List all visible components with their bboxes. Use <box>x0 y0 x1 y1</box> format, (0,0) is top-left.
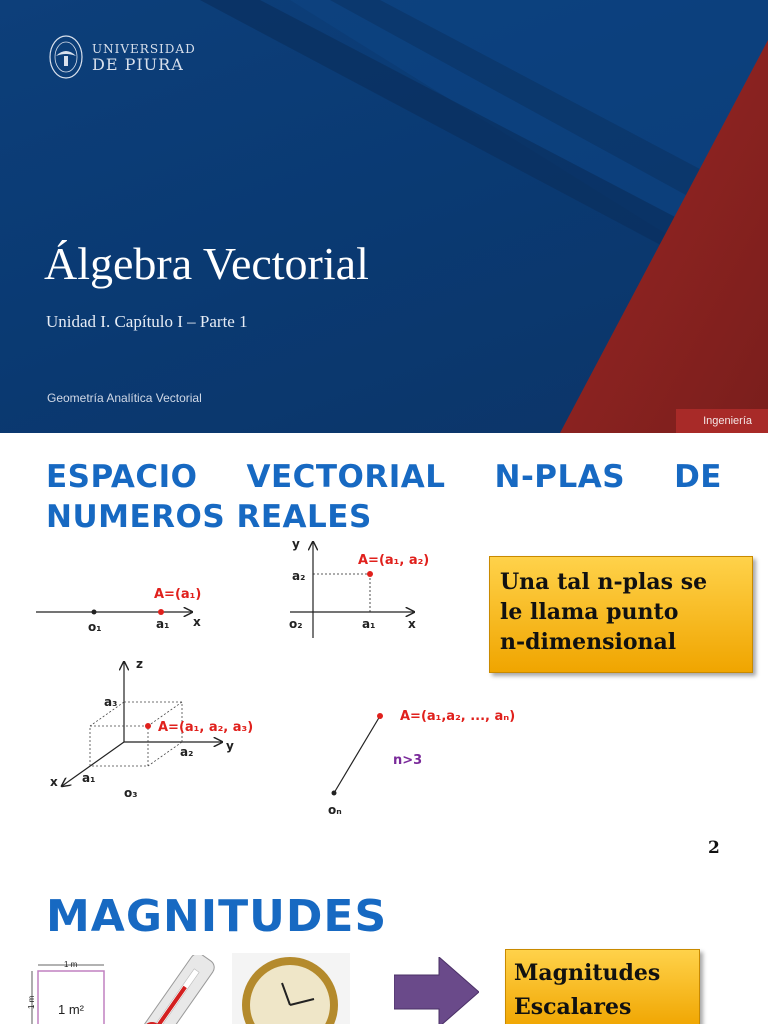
tick-x-label: a₁ <box>82 771 96 785</box>
title-word: VECTORIAL <box>246 459 446 495</box>
title-slide <box>0 0 768 433</box>
point-label: A=(a₁) <box>154 587 202 602</box>
arrow-right-icon <box>394 957 479 1024</box>
callout-line: n-dimensional <box>500 629 677 655</box>
point-a <box>377 713 383 719</box>
origin-label: o₃ <box>124 786 138 800</box>
thermometer-icon <box>130 955 220 1024</box>
meter-area-label: 1 m² <box>58 1002 84 1017</box>
title-line-2: NUMEROS REALES <box>46 499 372 535</box>
point-a <box>367 571 373 577</box>
tick-y-label: a₂ <box>292 569 306 583</box>
dimension-condition: n>3 <box>393 753 423 768</box>
course-name: Geometría Analítica Vectorial <box>47 391 202 405</box>
origin-point <box>332 791 337 796</box>
logo-line-1: UNIVERSIDAD <box>92 42 196 56</box>
callout-line: Una tal n-plas se <box>500 569 708 595</box>
origin-point <box>92 610 97 615</box>
title-word: DE <box>674 459 722 495</box>
axis-label-x: x <box>408 617 416 631</box>
presentation-subtitle: Unidad I. Capítulo I – Parte 1 <box>46 312 248 331</box>
axis-label-y: y <box>292 537 300 551</box>
point-a <box>145 723 151 729</box>
callout-line: Magnitudes <box>514 960 661 986</box>
university-seal-icon <box>48 34 84 80</box>
point-label: A=(a₁,a₂, ..., aₙ) <box>400 709 516 724</box>
vector-line <box>334 716 380 793</box>
axis-label-x: x <box>193 615 201 629</box>
title-word: N-PLAS <box>494 459 626 495</box>
axis-label-z: z <box>136 657 143 671</box>
slide-title <box>46 457 722 537</box>
point-label: A=(a₁, a₂, a₃) <box>158 720 254 735</box>
axis-label-y: y <box>226 739 234 753</box>
callout-line: Escalares <box>514 994 632 1020</box>
origin-label: o₂ <box>289 617 303 631</box>
tick-z-label: a₃ <box>104 695 118 709</box>
origin-label: o₁ <box>88 620 102 634</box>
tick-y-label: a₂ <box>180 745 194 759</box>
magnitudes-slide <box>0 873 768 1024</box>
pocket-watch-icon <box>232 953 350 1024</box>
diagram-3d <box>50 657 253 800</box>
point-a <box>158 609 164 615</box>
diagram-2d <box>289 537 429 638</box>
definition-callout <box>489 556 753 673</box>
meter-top-label: 1 m <box>64 960 78 969</box>
callout-line: le llama punto <box>500 599 679 625</box>
point-label: A=(a₁, a₂) <box>358 553 430 568</box>
tick-label: a₁ <box>156 617 170 631</box>
slide-title: MAGNITUDES <box>46 891 388 942</box>
square-meter-icon <box>26 959 108 1024</box>
axis-label-x: x <box>50 775 58 789</box>
title-word: ESPACIO <box>46 459 198 495</box>
origin-label: oₙ <box>328 803 342 817</box>
tick-x-label: a₁ <box>362 617 376 631</box>
vector-space-slide <box>0 433 768 873</box>
meter-side-label: 1 m <box>27 995 36 1009</box>
diagram-1d <box>36 587 201 634</box>
page-number: 2 <box>708 838 720 858</box>
faculty-tag: Ingeniería <box>676 409 768 433</box>
diagram-nd <box>328 709 515 817</box>
presentation-title: Álgebra Vectorial <box>44 238 369 289</box>
university-logo <box>48 34 196 80</box>
logo-line-2: DE PIURA <box>92 55 184 74</box>
scalar-magnitudes-callout <box>505 949 700 1024</box>
